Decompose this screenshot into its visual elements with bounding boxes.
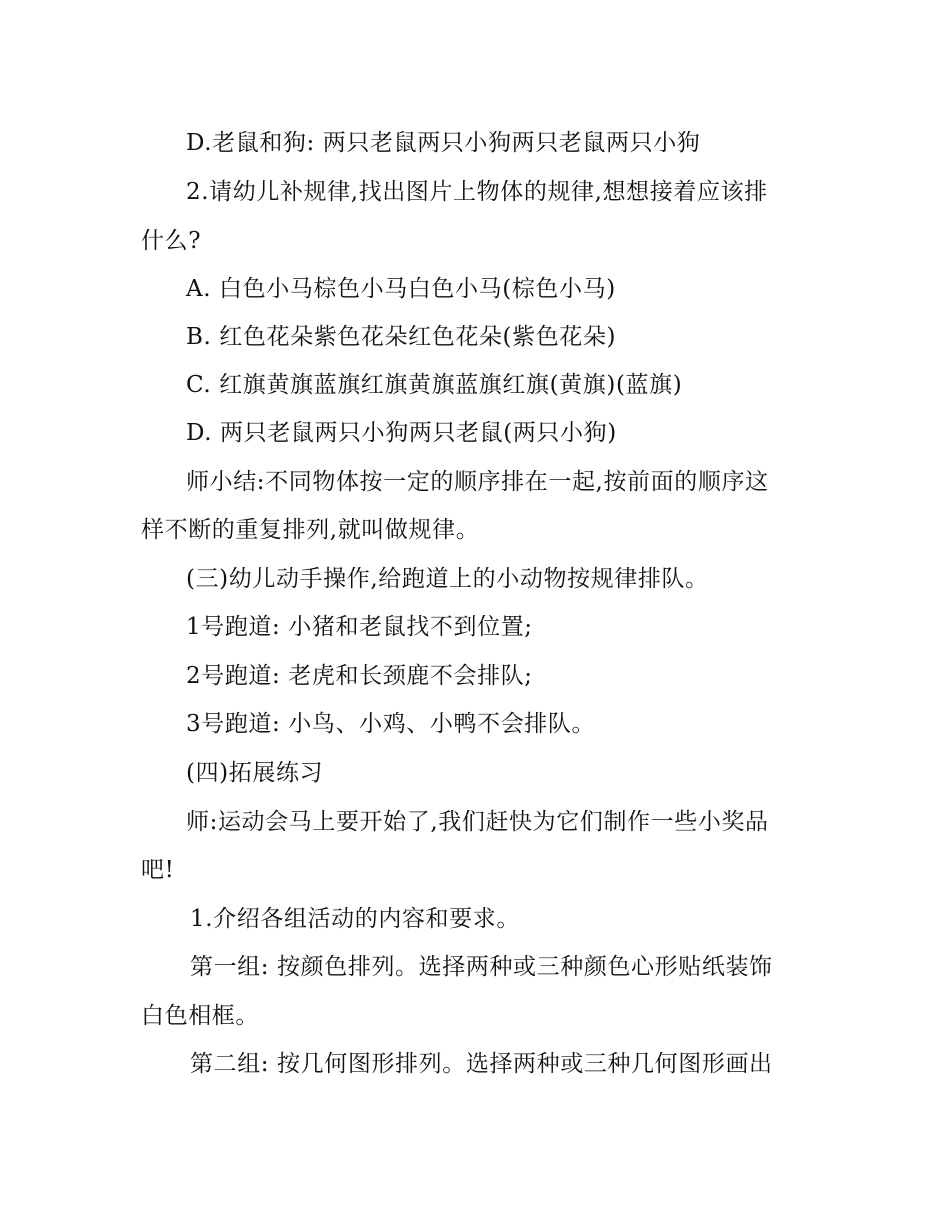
text-line: 什么?: [141, 228, 202, 254]
text-line: 3号跑道: 小鸟、小鸡、小鸭不会排队。: [186, 711, 596, 737]
text-line: 1号跑道: 小猪和老鼠找不到位置;: [186, 614, 533, 640]
text-line: 2号跑道: 老虎和长颈鹿不会排队;: [186, 663, 533, 689]
text-line: 1.介绍各组活动的内容和要求。: [190, 906, 520, 932]
text-line: D. 两只老鼠两只小狗两只老鼠(两只小狗): [186, 420, 617, 446]
text-line: A. 白色小马棕色小马白色小马(棕色小马): [186, 276, 616, 302]
text-line: 第二组: 按几何图形排列。选择两种或三种几何图形画出: [190, 1051, 773, 1077]
text-line: 师:运动会马上要开始了,我们赶快为它们制作一些小奖品: [186, 809, 769, 835]
text-line: 师小结:不同物体按一定的顺序排在一起,按前面的顺序这: [186, 469, 769, 495]
section-heading: (三)幼儿动手操作,给跑道上的小动物按规律排队。: [186, 566, 709, 592]
text-line: C. 红旗黄旗蓝旗红旗黄旗蓝旗红旗(黄旗)(蓝旗): [186, 372, 683, 398]
text-line: 第一组: 按颜色排列。选择两种或三种颜色心形贴纸装饰: [190, 954, 773, 980]
text-line: 2.请幼儿补规律,找出图片上物体的规律,想想接着应该排: [186, 179, 768, 205]
section-heading: (四)拓展练习: [186, 760, 324, 786]
text-line: D.老鼠和狗: 两只老鼠两只小狗两只老鼠两只小狗: [186, 130, 701, 156]
text-line: B. 红色花朵紫色花朵红色花朵(紫色花朵): [186, 324, 617, 350]
text-line: 白色相框。: [141, 1003, 259, 1029]
text-line: 吧!: [141, 857, 175, 883]
text-line: 样不断的重复排列,就叫做规律。: [141, 517, 480, 543]
